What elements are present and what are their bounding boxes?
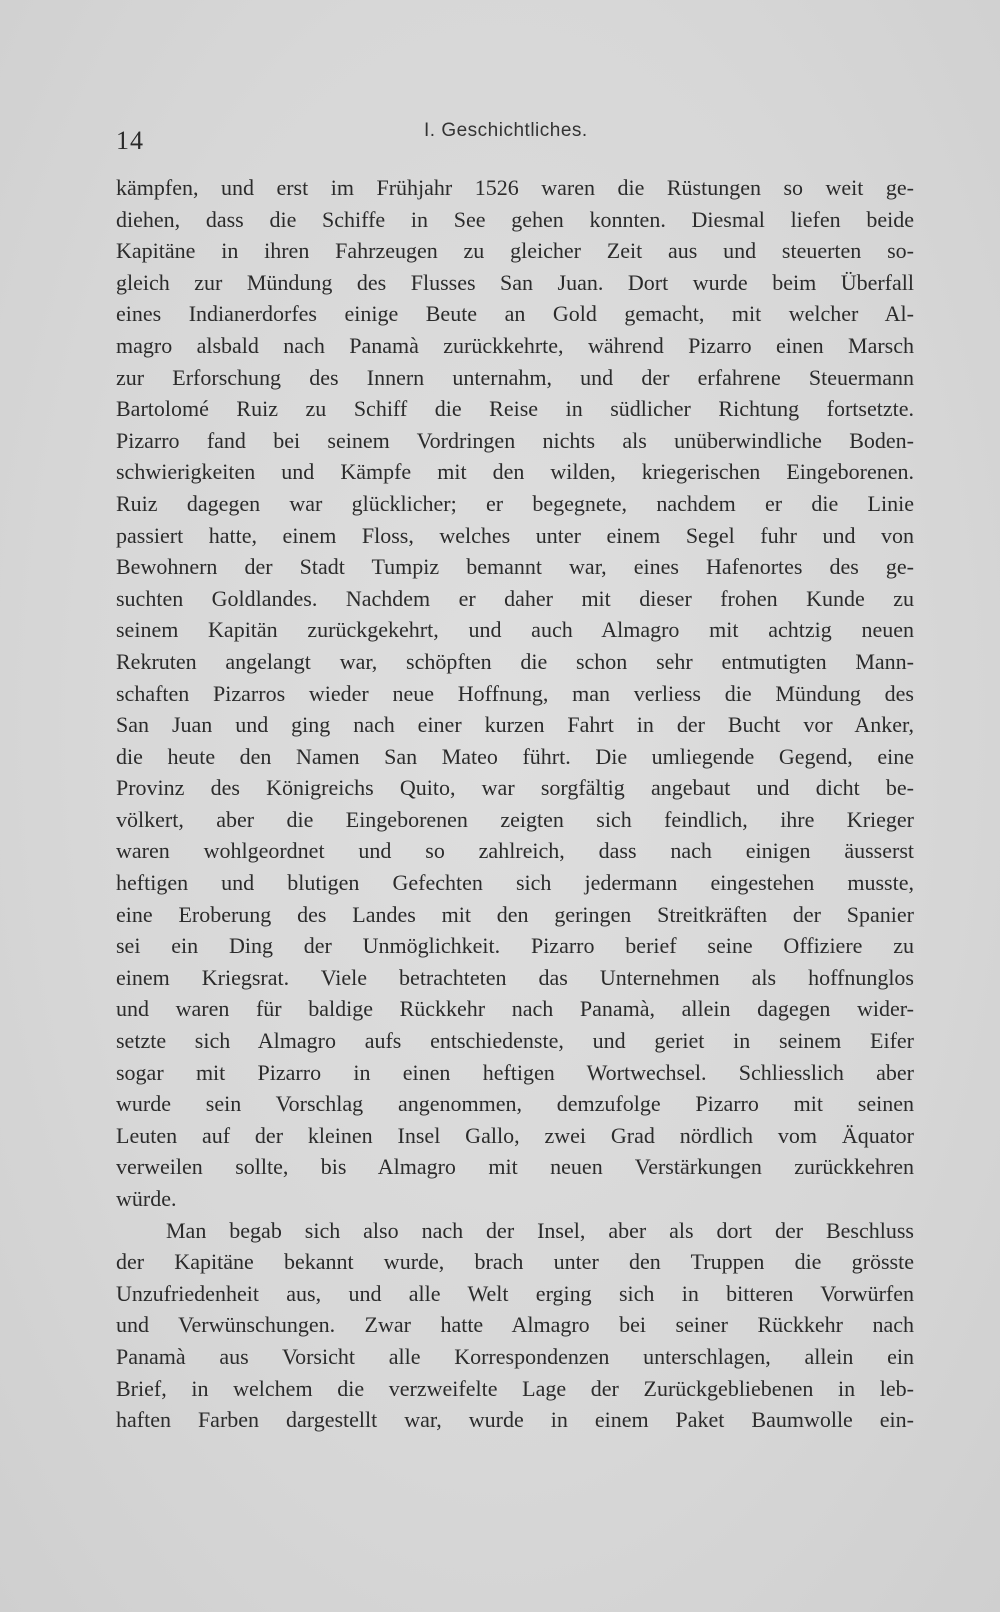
text-line: Kapitäne in ihren Fahrzeugen zu gleicher Zeit aus und steuerten so- xyxy=(116,238,914,264)
page-header xyxy=(116,118,916,158)
text-line: schwierigkeiten und Kämpfe mit den wilden, kriegerischen Eingeborenen. xyxy=(116,459,914,485)
paragraph xyxy=(116,172,914,1215)
text-line: Brief, in welchem die verzweifelte Lage der Zurückgebliebenen in leb- xyxy=(116,1375,914,1401)
text-line: Ruiz dagegen war glücklicher; er begegnete, nachdem er die Linie xyxy=(116,490,914,516)
text-line: Man begab sich also nach der Insel, aber als dort der Beschluss xyxy=(166,1217,914,1243)
text-line: und Verwünschungen. Zwar hatte Almagro bei seiner Rückkehr nach xyxy=(116,1312,914,1338)
text-line: Panamà aus Vorsicht alle Korrespondenzen unterschlagen, allein ein xyxy=(116,1343,914,1369)
page-number: 14 xyxy=(116,126,144,155)
text-line: Provinz des Königreichs Quito, war sorgfältig angebaut und dicht be- xyxy=(116,775,914,801)
text-line: wurde sein Vorschlag angenommen, demzufolge Pizarro mit seinen xyxy=(116,1091,914,1117)
running-head: I. Geschichtliches. xyxy=(424,120,588,141)
text-line: gleich zur Mündung des Flusses San Juan. Dort wurde beim Überfall xyxy=(116,269,914,295)
text-line: verweilen sollte, bis Almagro mit neuen Verstärkungen zurückkehren xyxy=(116,1154,914,1180)
text-line: würde. xyxy=(116,1186,177,1211)
text-line: Leuten auf der kleinen Insel Gallo, zwei Grad nördlich vom Äquator xyxy=(116,1122,914,1148)
text-line: kämpfen, und erst im Frühjahr 1526 waren die Rüstungen so weit ge- xyxy=(116,175,914,200)
text-line: seinem Kapitän zurückgekehrt, und auch Almagro mit achtzig neuen xyxy=(116,617,914,643)
paragraph xyxy=(116,1215,914,1436)
text-line: zur Erforschung des Innern unternahm, und der erfahrene Steuermann xyxy=(116,364,914,390)
text-line: setzte sich Almagro aufs entschiedenste, und geriet in seinem Eifer xyxy=(116,1028,914,1054)
text-line: Pizarro fand bei seinem Vordringen nichts als unüberwindliche Boden- xyxy=(116,427,914,453)
text-line: heftigen und blutigen Gefechten sich jedermann eingestehen musste, xyxy=(116,870,914,896)
text-line: magro alsbald nach Panamà zurückkehrte, während Pizarro einen Marsch xyxy=(116,332,914,358)
text-line: der Kapitäne bekannt wurde, brach unter den Truppen die grösste xyxy=(116,1249,914,1275)
text-line: diehen, dass die Schiffe in See gehen konnten. Diesmal liefen beide xyxy=(116,206,914,232)
text-line: einem Kriegsrat. Viele betrachteten das Unternehmen als hoffnunglos xyxy=(116,964,914,990)
text-line: völkert, aber die Eingeborenen zeigten sich feindlich, ihre Krieger xyxy=(116,806,914,832)
text-line: schaften Pizarros wieder neue Hoffnung, man verliess die Mündung des xyxy=(116,680,914,706)
text-line: eine Eroberung des Landes mit den geringen Streitkräften der Spanier xyxy=(116,901,914,927)
text-line: waren wohlgeordnet und so zahlreich, dass nach einigen äusserst xyxy=(116,838,914,864)
text-line: suchten Goldlandes. Nachdem er daher mit dieser frohen Kunde zu xyxy=(116,585,914,611)
text-line: sei ein Ding der Unmöglichkeit. Pizarro berief seine Offiziere zu xyxy=(116,933,914,959)
text-line: Bewohnern der Stadt Tumpiz bemannt war, eines Hafenortes des ge- xyxy=(116,554,914,580)
text-line: passiert hatte, einem Floss, welches unter einem Segel fuhr und von xyxy=(116,522,914,548)
text-line: und waren für baldige Rückkehr nach Panamà, allein dagegen wider- xyxy=(116,996,914,1022)
text-line: haften Farben dargestellt war, wurde in einem Paket Baumwolle ein- xyxy=(116,1407,914,1433)
text-line: Rekruten angelangt war, schöpften die schon sehr entmutigten Mann- xyxy=(116,648,914,674)
paragraph-container xyxy=(116,172,914,1436)
text-line: die heute den Namen San Mateo führt. Die umliegende Gegend, eine xyxy=(116,743,914,769)
text-line: sogar mit Pizarro in einen heftigen Wortwechsel. Schliesslich aber xyxy=(116,1059,914,1085)
text-line: eines Indianerdorfes einige Beute an Gold gemacht, mit welcher Al- xyxy=(116,301,914,327)
text-line: Bartolomé Ruiz zu Schiff die Reise in südlicher Richtung fortsetzte. xyxy=(116,396,914,422)
body-text xyxy=(116,172,914,1436)
text-line: San Juan und ging nach einer kurzen Fahrt in der Bucht vor Anker, xyxy=(116,712,914,738)
text-line: Unzufriedenheit aus, und alle Welt erging sich in bitteren Vorwürfen xyxy=(116,1280,914,1306)
